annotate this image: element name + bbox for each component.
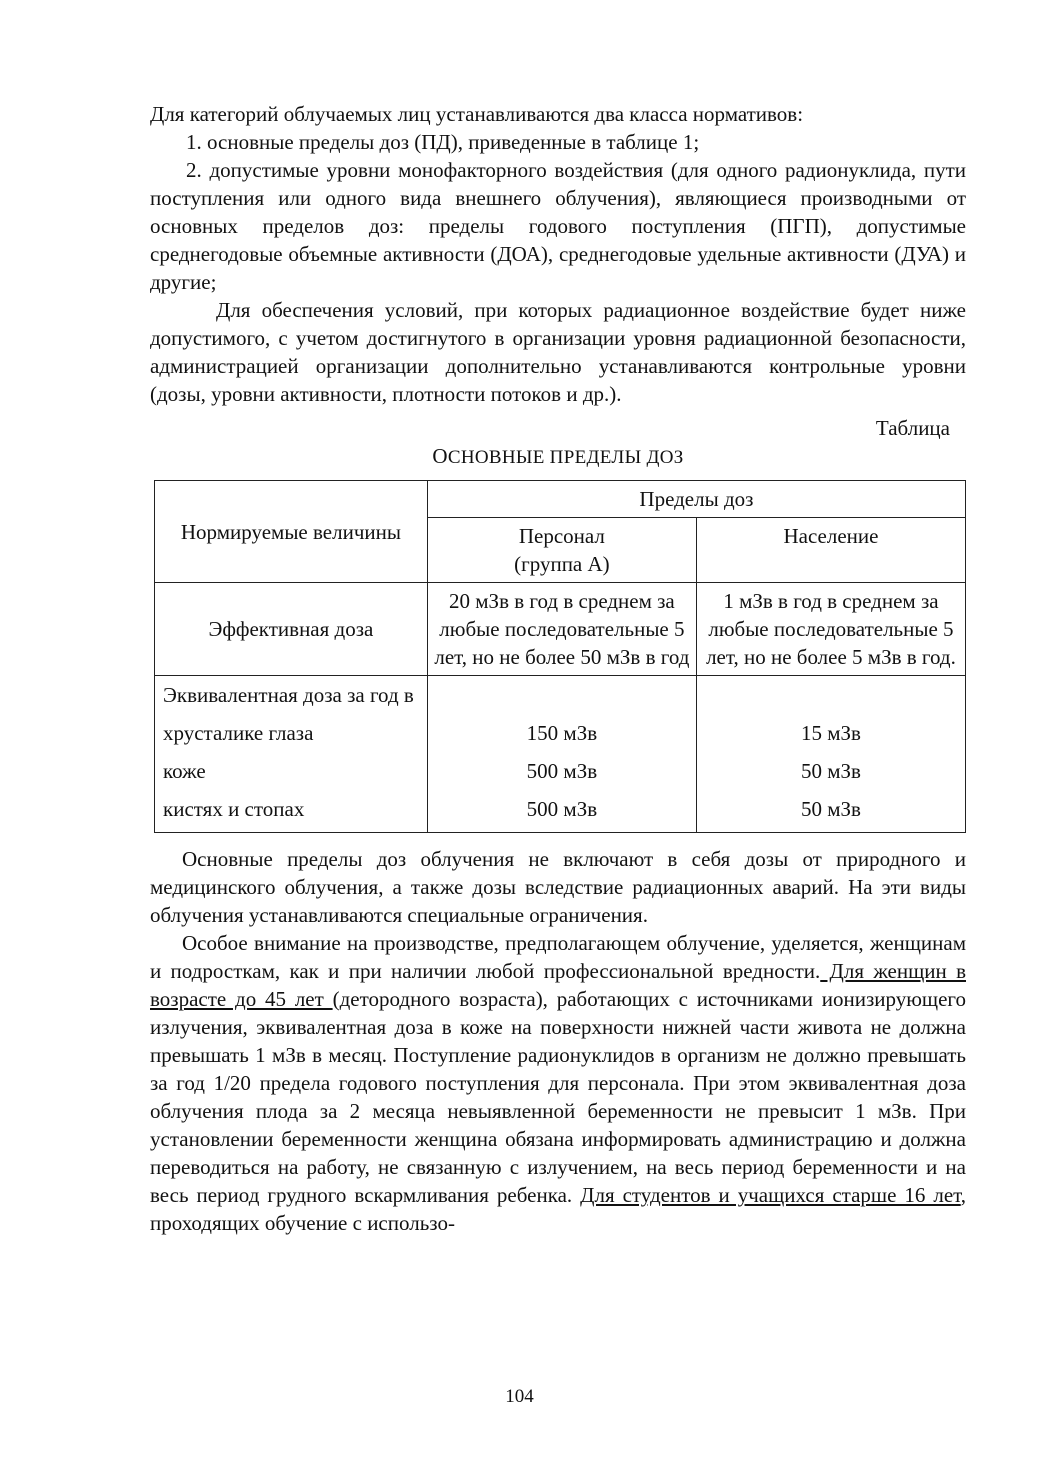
equivalent-dose-hands-feet: кистях и стопах	[163, 797, 305, 821]
population-eye-lens-value: 15 мЗв	[800, 721, 861, 745]
table-header-row	[155, 481, 966, 518]
control-levels-paragraph: Для обеспечения условий, при которых радиационное воздействие будет ниже допустимого, с учетом достигнутого в организации уровня радиационной безопасности, администрацией организации дополнительно устанавливаются контрольные уровни (дозы, уровни активности, плотности потоков и др.).	[150, 298, 966, 406]
list-item-1: 1. основные пределы доз (ПД), приведенные в таблице 1;	[186, 130, 700, 154]
table-title-rest: СНОВНЫЕ ПРЕДЕЛЫ ДОЗ	[447, 447, 684, 468]
dose-limits-table	[154, 480, 966, 833]
header-population: Население	[696, 518, 965, 583]
effective-dose-population: 1 мЗв в год в среднем за любые последовательные 5 лет, но не более 5 мЗв в год.	[696, 583, 965, 676]
personnel-hands-feet-value: 500 мЗв	[526, 797, 598, 821]
natural-medical-exposure-paragraph: Основные пределы доз облучения не включают в себя дозы от природного и медицинского облучения, а также дозы вследствие радиационных аварий. На эти виды облучения устанавливаются специальные ограничения.	[150, 847, 966, 927]
students-over-16-underlined: Для студентов и учащихся старше 16 лет	[580, 1183, 961, 1207]
women-teens-paragraph	[150, 929, 966, 1237]
header-personnel	[427, 518, 696, 583]
population-hands-feet-value: 50 мЗв	[800, 797, 861, 821]
equivalent-dose-population	[696, 676, 965, 833]
population-skin-value: 50 мЗв	[800, 759, 861, 783]
table-title-initial: О	[432, 444, 448, 468]
list-item-2: 2. допустимые уровни монофакторного воздействия (для одного радионуклида, пути поступления или одного вида внешнего облучения), являющиеся производными от основных пределов доз: пределы годового поступления (ПГП), допустимые среднегодовые объемные активности (ДОА), среднегодовые удельные активности (ДУА) и другие;	[150, 158, 966, 294]
equivalent-dose-personnel	[427, 676, 696, 833]
table-title	[150, 442, 966, 472]
header-dose-limits: Пределы доз	[427, 481, 965, 518]
effective-dose-personnel: 20 мЗв в год в среднем за любые последовательные 5 лет, но не более 50 мЗв в год	[427, 583, 696, 676]
page-content	[150, 100, 966, 1237]
equivalent-dose-label	[155, 676, 428, 833]
header-personnel-line2: (группа А)	[514, 552, 610, 576]
page-number: 104	[505, 1386, 534, 1407]
equivalent-dose-skin: коже	[163, 759, 206, 783]
women-dose-text: (детородного возраста), работающих с источниками ионизирующего излучения, эквивалентная доза в коже на поверхности нижней части живота не должна превышать 1 мЗв в месяц. Поступление радионуклидов в организм не должно превышать за год 1/20 предела годового поступления для персонала. При этом эквивалентная доза облучения плода за 2 месяца невыявленной беременности не превысит 1 мЗв. При установлении беременности женщина обязана информировать администрацию и должна переводиться на работу, не связанную с излучением, на весь период беременности и на весь период грудного вскармливания ребенка.	[150, 987, 966, 1207]
table-row-equivalent-dose	[155, 676, 966, 833]
effective-dose-label: Эффективная доза	[155, 583, 428, 676]
header-normalized-values: Нормируемые величины	[155, 481, 428, 583]
women-under-45-underlined: Для женщин в возрасте до 45 лет	[150, 959, 966, 1011]
header-personnel-line1: Персонал	[518, 524, 605, 548]
intro-line: Для категорий облучаемых лиц устанавливаются два класса нормативов:	[150, 102, 804, 126]
table-row-effective-dose	[155, 583, 966, 676]
equivalent-dose-eye-lens: Эквивалентная доза за год в хрусталике глаза	[163, 683, 414, 745]
table-number: Таблица	[875, 416, 950, 440]
personnel-eye-lens-value: 150 мЗв	[526, 721, 598, 745]
women-teens-intro: Особое внимание на производстве, предполагающем облучение, уделяется, женщинам и подросткам, как и при наличии любой профессиональной вредности.	[150, 931, 966, 983]
students-text: , проходящих обучение с использо-	[150, 1183, 966, 1235]
personnel-skin-value: 500 мЗв	[526, 759, 598, 783]
